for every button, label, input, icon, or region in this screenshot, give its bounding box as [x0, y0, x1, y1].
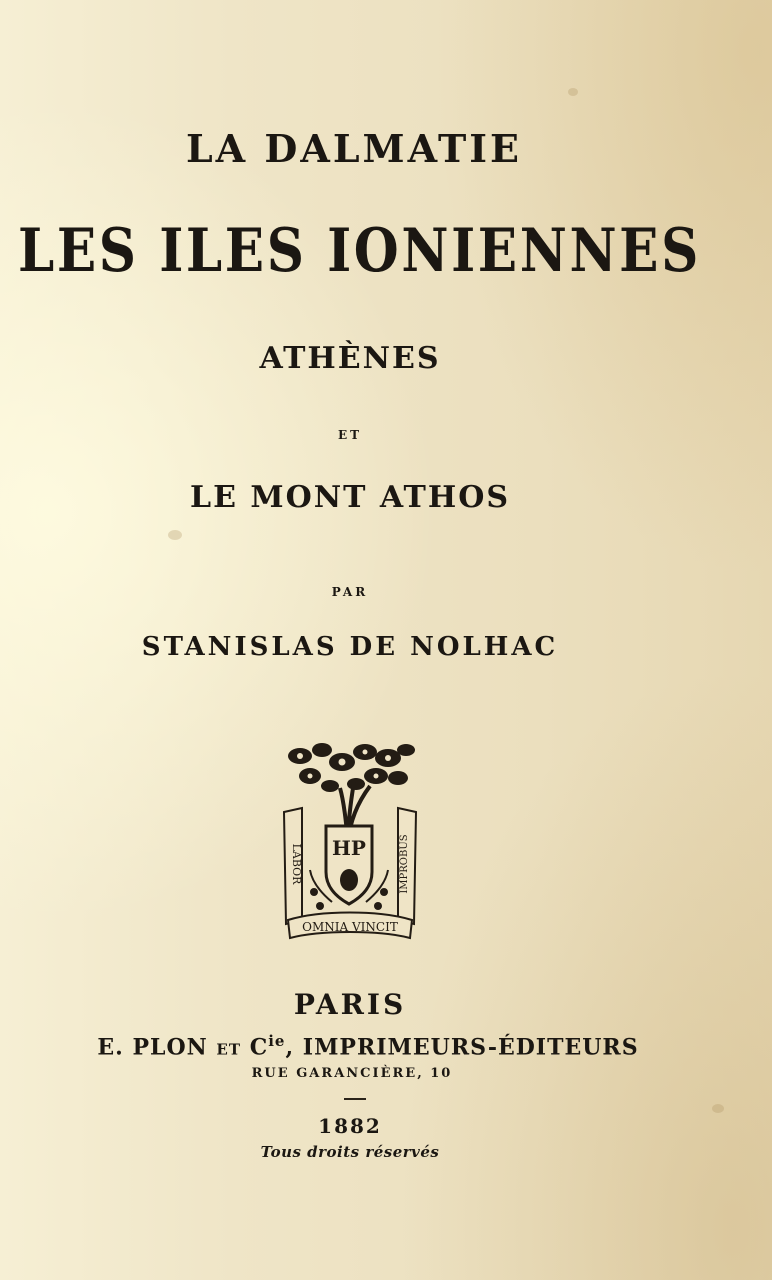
- title-line-dalmatie: LA DALMATIE: [185, 126, 523, 171]
- publisher-cie: C: [249, 1034, 269, 1061]
- title-conjunction: ET: [337, 428, 363, 442]
- printer-device-emblem: [280, 742, 420, 942]
- by-label: PAR: [331, 585, 369, 599]
- foxing-spot: [712, 1104, 724, 1113]
- svg-text:OMNIA VINCIT: OMNIA VINCIT: [302, 920, 398, 934]
- publisher-et: ET: [216, 1040, 242, 1059]
- imprint-publisher: [0, 1032, 754, 1060]
- tree-foliage-icon: [288, 743, 415, 792]
- title-line-iles-ioniennes: LES ILES IONIENNES: [18, 216, 701, 286]
- publisher-cie-sup: ie: [268, 1032, 286, 1050]
- svg-text:IMPROBUS: IMPROBUS: [399, 834, 410, 894]
- publication-year: 1882: [318, 1114, 382, 1138]
- foxing-spot: [568, 88, 578, 96]
- bee-icon: [340, 869, 358, 891]
- title-line-mont-athos: LE MONT ATHOS: [189, 480, 511, 515]
- rights-notice: Tous droits réservés: [260, 1143, 440, 1161]
- imprint-street: RUE GARANCIÈRE, 10: [251, 1066, 453, 1081]
- imprint-rule: [344, 1098, 366, 1100]
- publisher-name: E. PLON: [97, 1034, 208, 1061]
- publisher-role: , IMPRIMEURS-ÉDITEURS: [285, 1034, 639, 1061]
- foxing-spot: [168, 530, 182, 540]
- title-line-athenes: ATHÈNES: [259, 341, 441, 376]
- imprint-place: PARIS: [293, 988, 407, 1021]
- author-name: STANISLAS DE NOLHAC: [141, 632, 559, 662]
- svg-text:HP: HP: [332, 836, 366, 860]
- svg-text:LABOR: LABOR: [290, 843, 303, 885]
